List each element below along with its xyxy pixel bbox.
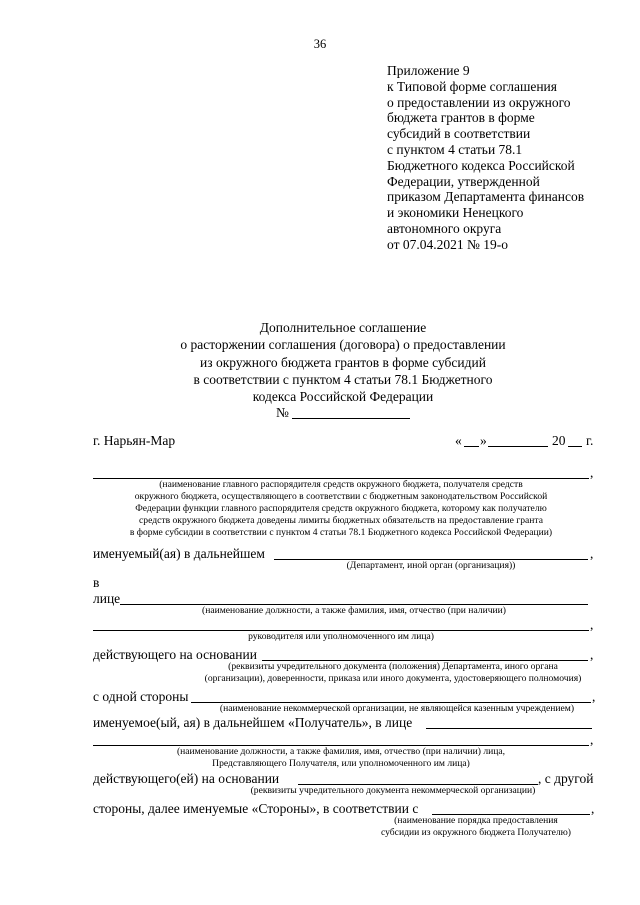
appendix-line: с пунктом 4 статьи 78.1 (387, 141, 523, 157)
caption-line: (наименование должности, а также фамилия, имя, отчество (при наличии) лица, (176, 746, 506, 757)
rep-caption (93, 746, 589, 770)
date-quote-close: » (480, 433, 487, 448)
date-month-field[interactable] (488, 446, 548, 447)
appendix-block (387, 63, 584, 253)
date-day-field[interactable] (464, 446, 479, 447)
caption-line: (организации), доверенности, приказа или иного документа, удостоверяющего полномочия) (204, 673, 582, 684)
grantor-caption (93, 479, 589, 539)
appendix-line: бюджета грантов в форме (387, 110, 535, 126)
recipient-basis-caption: (реквизиты учредительного документа некоммерческой организации) (250, 785, 536, 796)
year-suffix: г. (586, 433, 594, 448)
year-prefix: 20 (552, 433, 566, 448)
procedure-caption (352, 815, 600, 839)
appendix-line: Федерации, утвержденной (387, 173, 540, 189)
city-label: г. Нарьян-Мар (93, 433, 176, 448)
acting2-label: действующего(ей) на основании (93, 771, 280, 786)
comma: , (591, 801, 595, 816)
comma: , (590, 617, 594, 632)
date-quote-open: « (455, 433, 462, 448)
agreement-number-field[interactable] (292, 418, 410, 419)
one-side-label: с одной стороны (93, 689, 189, 704)
appendix-line: о предоставлении из окружного (387, 94, 571, 110)
caption-line: Федерации функции главного распорядителя средств окружного бюджета, которому как получателю (135, 503, 547, 514)
caption-line: Представляющего Получателя, или уполномоченного им лица) (212, 758, 470, 769)
title-line: из окружного бюджета грантов в форме субсидий (200, 354, 486, 370)
recipient-label: именуемое(ый, ая) в дальнейшем «Получатель», в лице (93, 715, 413, 730)
comma: , (592, 689, 596, 704)
caption-line: (наименование порядка предоставления (394, 815, 558, 826)
parties-label: стороны, далее именуемые «Стороны», в соответствии с (93, 801, 419, 816)
caption-line: (наименование главного распорядителя средств окружного бюджета, получателя средств (159, 479, 523, 490)
appendix-line: Приложение 9 (387, 63, 470, 78)
number-sign: № (276, 405, 289, 420)
appendix-line: к Типовой форме соглашения (387, 78, 557, 94)
title-line: кодекса Российской Федерации (252, 389, 434, 405)
date-year-field[interactable] (568, 446, 582, 447)
appendix-line: субсидий в соответствии (387, 126, 531, 142)
caption-line: субсидии из окружного бюджета Получателю) (381, 827, 571, 838)
department-caption: (Департамент, иной орган (организация)) (346, 560, 516, 571)
appendix-line: Бюджетного кодекса Российской (387, 157, 575, 173)
head-caption: руководителя или уполномоченного им лица) (248, 631, 434, 642)
caption-line: окружного бюджета, осуществляющего в соответствии с бюджетным законодательством Российской (134, 491, 548, 502)
basis-caption (193, 661, 593, 685)
comma: , (590, 647, 594, 662)
in-label: в (93, 575, 100, 590)
comma: , (590, 546, 594, 561)
recipient-rep-field[interactable] (426, 728, 592, 729)
title-line: Дополнительное соглашение (259, 320, 427, 335)
appendix-line: автономного округа (387, 220, 502, 236)
person-label: лице (93, 591, 121, 606)
document-title (0, 319, 640, 405)
caption-line: в форме субсидии в соответствии с пунктом 4 статьи 78.1 Бюджетного кодекса Российской Федерации) (129, 527, 553, 538)
comma: , (590, 732, 594, 747)
appendix-line: приказом Департамента финансов (387, 189, 585, 205)
caption-line: (реквизиты учредительного документа (положения) Департамента, иного органа (228, 661, 558, 672)
named-label: именуемый(ая) в дальнейшем (93, 546, 265, 561)
comma: , (590, 465, 594, 480)
caption-line: средств окружного бюджета доведены лимиты бюджетных обязательств на предоставление гранта (139, 515, 543, 526)
page-number: 36 (313, 37, 327, 51)
acting-label: действующего на основании (93, 647, 257, 662)
appendix-line: от 07.04.2021 № 19-о (387, 236, 508, 252)
title-line: о расторжении соглашения (договора) о предоставлении (180, 337, 506, 353)
appendix-line: и экономики Ненецкого (387, 205, 524, 221)
title-line: в соответствии с пунктом 4 статьи 78.1 Бюджетного (193, 371, 493, 387)
nko-caption: (наименование некоммерческой организации, не являющейся казенным учреждением) (219, 703, 575, 714)
position-caption: (наименование должности, а также фамилия, имя, отчество (при наличии) (202, 605, 506, 616)
other-side-label: , с другой (538, 771, 594, 786)
